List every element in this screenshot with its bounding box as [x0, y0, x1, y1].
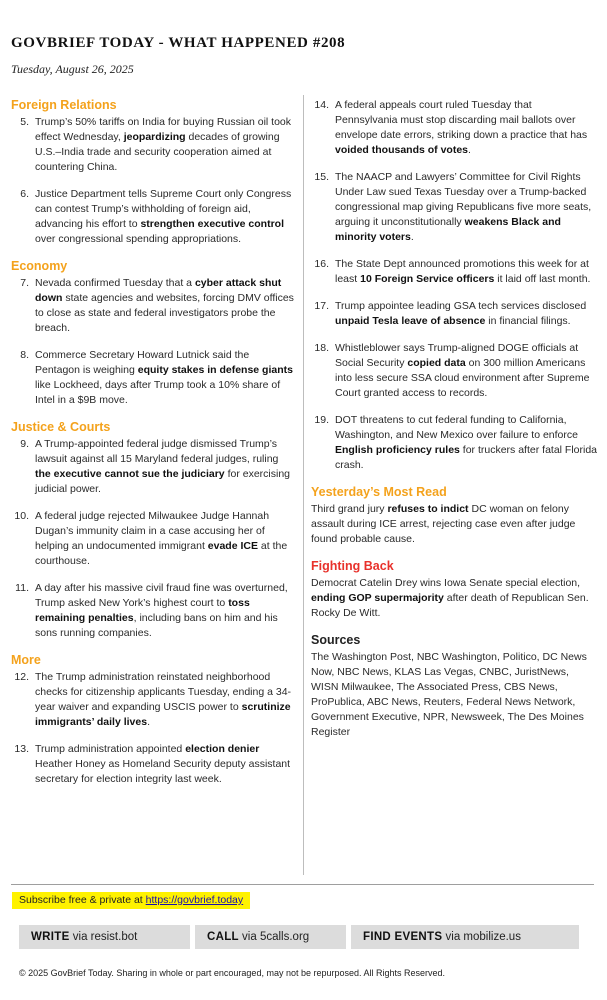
news-item: 14. A federal appeals court ruled Tuesday that Pennsylvania must stop discarding mail ballots over envelope date errors, striking down a practice that has voided thousands of votes.: [311, 98, 597, 158]
item-number: 10.: [14, 510, 29, 522]
emphasis: weakens Black and minority voters: [335, 216, 561, 243]
emphasis: cyber attack shut down: [35, 277, 282, 304]
news-item: 8. Commerce Secretary Howard Lutnick said the Pentagon is weighing equity stakes in defense giants like Lockheed, days after Trump took a 10% share of Intel in a $9B move.: [11, 348, 297, 408]
right-column: [311, 92, 597, 752]
subscribe-text: Subscribe free & private at: [19, 894, 146, 906]
item-number: 15.: [314, 171, 329, 183]
news-item: 10. A federal judge rejected Milwaukee Judge Hannah Dugan’s immunity claim in a case accusing her of helping an undocumented immigrant evade ICE at the courthouse.: [11, 509, 297, 569]
emphasis: 10 Foreign Service officers: [360, 273, 495, 285]
find-events-action-button[interactable]: FIND EVENTS via mobilize.us: [351, 925, 579, 949]
news-item: 19. DOT threatens to cut federal funding to California, Washington, and New Mexico over failure to enforce English proficiency rules for truckers after fatal Florida crash.: [311, 413, 597, 473]
item-number: 8.: [20, 349, 29, 361]
news-item: 18. Whistleblower says Trump-aligned DOGE officials at Social Security copied data on 300 million Americans into less secure SSA cloud environment after Supreme Court granted access to records.: [311, 341, 597, 401]
item-number: 12.: [14, 671, 29, 683]
sources-text: The Washington Post, NBC Washington, Politico, DC News Now, NBC News, KLAS Las Vegas, CNBC, JuristNews, WISN Milwaukee, The Associated Press, CBS News, ProPublica, ABC News, Reuters, Federal News Network, Government Executive, NPR, Newsweek, The Des Moines Register: [311, 651, 587, 738]
item-number: 18.: [314, 342, 329, 354]
section-heading-justice-courts: Justice & Courts: [11, 420, 111, 434]
news-item: 16. The State Dept announced promotions this week for at least 10 Foreign Service officers it laid off last month.: [311, 257, 597, 287]
call-action-button[interactable]: CALL via 5calls.org: [195, 925, 346, 949]
emphasis: evade ICE: [207, 540, 258, 552]
economy-list: [11, 276, 297, 408]
emphasis: voided thousands of votes: [335, 144, 469, 156]
action-bar: [19, 925, 579, 949]
news-item: 17. Trump appointee leading GSA tech services disclosed unpaid Tesla leave of absence in financial filings.: [311, 299, 597, 329]
item-number: 7.: [20, 277, 29, 289]
news-item: 13. Trump administration appointed election denier Heather Honey as Homeland Security deputy assistant secretary for election integrity last week.: [11, 742, 297, 787]
yesterdays-most-read-text: Third grand jury refuses to indict DC woman on felony assault during ICE arrest, rejecting case even after judge found probable cause.: [311, 503, 576, 545]
news-item: 9. A Trump-appointed federal judge dismissed Trump’s lawsuit against all 15 Maryland federal judges, ruling the executive cannot sue the judiciary for exercising judicial power.: [11, 437, 297, 497]
continued-list: [311, 98, 597, 473]
justice-courts-list: [11, 437, 297, 641]
section-heading-fighting-back: Fighting Back: [311, 559, 394, 573]
emphasis: strengthen executive control: [140, 218, 285, 230]
emphasis: ending GOP supermajority: [311, 592, 444, 604]
section-heading-yesterdays-most-read: Yesterday’s Most Read: [311, 485, 447, 499]
emphasis: scrutinize immigrants’ daily lives: [35, 701, 291, 728]
emphasis: unpaid Tesla leave of absence: [335, 315, 486, 327]
newsletter-title: GOVBRIEF TODAY - WHAT HAPPENED #208: [11, 35, 346, 51]
section-heading-foreign-relations: Foreign Relations: [11, 98, 117, 112]
newsletter-date: Tuesday, August 26, 2025: [11, 62, 134, 76]
item-number: 17.: [314, 300, 329, 312]
item-number: 9.: [20, 438, 29, 450]
left-column: [11, 92, 297, 799]
section-heading-economy: Economy: [11, 259, 68, 273]
copyright-notice: © 2025 GovBrief Today. Sharing in whole or part encouraged, may not be repurposed. All Rights Reserved.: [19, 968, 446, 978]
item-number: 13.: [14, 743, 29, 755]
emphasis: refuses to indict: [387, 503, 469, 515]
news-item: 11. A day after his massive civil fraud fine was overturned, Trump asked New York’s highest court to toss remaining penalties, including bans on him and his sons running companies.: [11, 581, 297, 641]
item-number: 19.: [314, 414, 329, 426]
news-item: 7. Nevada confirmed Tuesday that a cyber attack shut down state agencies and websites, forcing DMV offices to close as state and federal investigators probe the breach.: [11, 276, 297, 336]
news-item: 5. Trump’s 50% tariffs on India for buying Russian oil took effect Wednesday, jeopardizing decades of growing U.S.–India trade and security cooperation aimed at countering China.: [11, 115, 297, 175]
item-number: 11.: [15, 582, 29, 594]
subscribe-link[interactable]: https://govbrief.today: [145, 894, 244, 906]
footer-divider: [11, 884, 594, 885]
item-number: 16.: [314, 258, 329, 270]
emphasis: jeopardizing: [123, 131, 186, 143]
subscribe-banner: [12, 892, 250, 909]
column-divider: [303, 95, 304, 875]
emphasis: equity stakes in defense giants: [137, 364, 293, 376]
section-heading-sources: Sources: [311, 633, 361, 647]
emphasis: English proficiency rules: [335, 444, 460, 456]
emphasis: toss remaining penalties: [35, 597, 250, 624]
section-heading-more: More: [11, 653, 41, 667]
item-number: 5.: [20, 116, 29, 128]
item-number: 6.: [20, 188, 29, 200]
write-action-button[interactable]: WRITE via resist.bot: [19, 925, 190, 949]
more-list: [11, 670, 297, 787]
emphasis: the executive cannot sue the judiciary: [35, 468, 225, 480]
news-item: 6. Justice Department tells Supreme Court only Congress can contest Trump’s withholding of foreign aid, advancing his effort to strengthen executive control over congressional spending appropriations.: [11, 187, 297, 247]
emphasis: copied data: [407, 357, 466, 369]
foreign-relations-list: [11, 115, 297, 247]
fighting-back-text: Democrat Catelin Drey wins Iowa Senate special election, ending GOP supermajority after death of Republican Sen. Rocky De Witt.: [311, 577, 589, 619]
item-number: 14.: [314, 99, 329, 111]
news-item: 12. The Trump administration reinstated neighborhood checks for citizenship applicants Tuesday, ending a 34-year waiver and expanding USCIS power to scrutinize immigrants’ daily lives.: [11, 670, 297, 730]
emphasis: election denier: [185, 743, 260, 755]
news-item: 15. The NAACP and Lawyers’ Committee for Civil Rights Under Law sued Texas Tuesday over a Trump-backed congressional map giving Republicans five more seats, arguing it unconstitutionally weakens Black and minority voters.: [311, 170, 597, 245]
